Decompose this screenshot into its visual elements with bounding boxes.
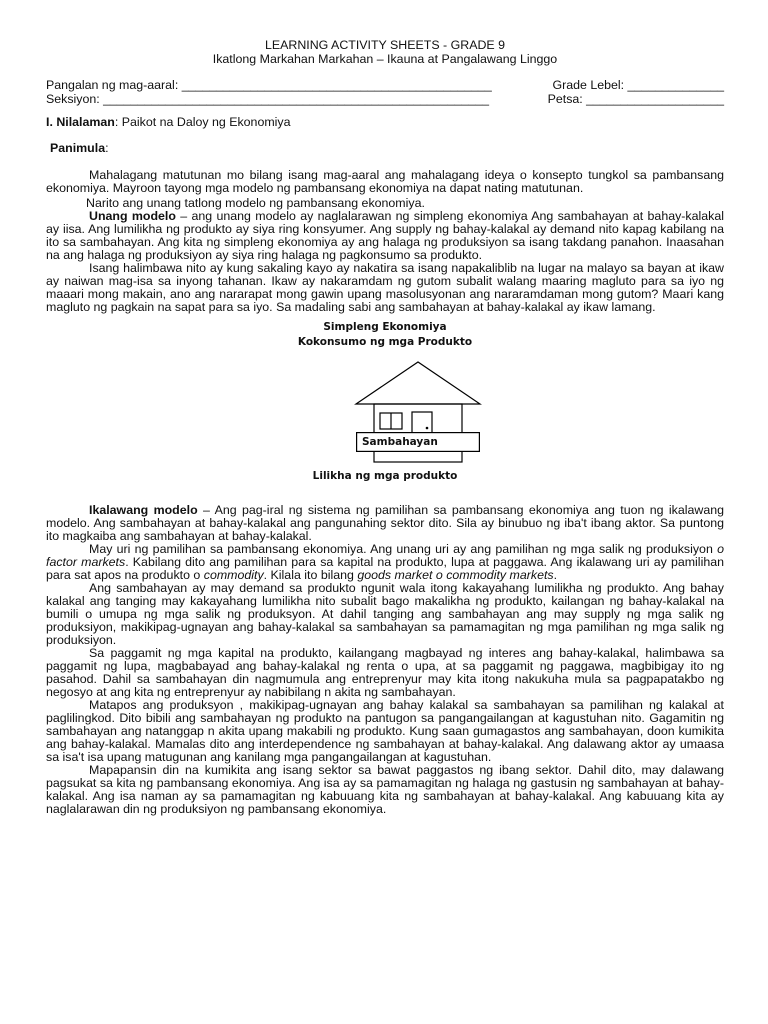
diagram-title: Simpleng Ekonomiya [323, 321, 447, 333]
paragraph-household-demand: Ang sambahayan ay may demand sa produkto ngunit wala itong kakayahang lumilikha ng produkto. Ang bahay kalakal ang tanging may kakayahang lumilikha nito subalit bago makalikha ng produkto, kailangan ng bahay-kalakal na bumili o umupa ng mga salik ng produksyon. At dahil tanging ang sambahayan ang may supply ng mga salik ng produksiyon, makikipag-ugnayan ang bahay-kalakal sa sambahayan sa pamamagitan ng mga pamilihan ng mga salik ng produksiyon. [46, 581, 724, 647]
first-model-text: – ang unang modelo ay naglalarawan ng simpleng ekonomiya Ang sambahayan at bahay-kalakal ay iisa. Ang lumilikha ng produkto ay siya ring konsyumer. Ang supply ng bahay-kalakal ay demand nito kapag kabilang na ito sa sambahayan. Ang kita ng simpleng ekonomiya ay ang halaga ng produksiyon sa isang takdang panahon. Inaasahan na ang halaga ng produksiyon ay siya ring halaga ng pagkonsumo sa produkto. [46, 209, 724, 262]
diagram-subtitle: Kokonsumo ng mga Produkto [297, 336, 473, 348]
paragraph-capital-payment: Sa paggamit ng mga kapital na produkto, kailangang magbayad ng interes ang bahay-kalakal, halimbawa sa paggamit ng lupa, magbabayad ang bahay-kalakal ng renta o upa, at sa paggamit ng paggawa, magbibigay ito ng pasahod. Dahil sa sambahayan din nagmumula ang entreprenyur may kita itong nakukuha mula sa pagpapatakbo ng negosyo at ang kita ng entreprenyur ay nabibilang n akita ng sambahayan. [46, 646, 724, 699]
panimula-colon: : [105, 141, 109, 155]
section-label: I. Nilalaman [46, 115, 115, 129]
goods-market-term: goods market o commodity markets [357, 568, 554, 582]
section-topic: : Paikot na Daloy ng Ekonomiya [114, 115, 291, 129]
panimula-heading [46, 142, 724, 155]
section-date-row [46, 92, 724, 106]
paragraph-intro: Mahalagang matutunan mo bilang isang mag-aaral ang mahalagang ideya o konsepto tungkol sa pambansang ekonomiya. Mayroon tayong mga modelo ng pambansang ekonomiya na dapat nating matutunan. [46, 168, 724, 195]
paragraph-models-intro: Narito ang unang tatlong modelo ng pambansang ekonomiya. [86, 196, 425, 210]
factor-markets-term: o factor markets [46, 542, 724, 569]
name-grade-row [46, 78, 724, 92]
simple-economy-diagram [46, 320, 724, 490]
section-field[interactable]: Seksiyon: ________________________________________________________ [46, 92, 490, 106]
commodity-term: commodity [203, 568, 264, 582]
content-heading [46, 116, 724, 129]
market-text-d: . [553, 568, 558, 582]
paragraph-second-model [46, 504, 724, 543]
worksheet-page [46, 38, 724, 816]
date-field[interactable]: Petsa: ____________________ [547, 92, 724, 106]
paragraph-income-measure: Mapapansin din na kumikita ang isang sektor sa bawat paggastos ng ibang sektor. Dahil dito, may dalawang pagsukat sa kita ng pambansang ekonomiya. Ang isa ay sa pamamagitan ng halaga ng gastusin ng sambahayan at bahay-kalakal. Ang isa naman ay sa pamamagitan ng kabuuang kita ng sambahayan at bahay-kalakal. Ang kabuuang kita ay naglalarawan din ng produksiyon ng pambansang ekonomiya. [46, 763, 724, 816]
second-model-term: Ikalawang modelo [89, 503, 198, 517]
paragraph-example: Isang halimbawa nito ay kung sakaling kayo ay nakatira sa isang napakaliblib na lugar na malayo sa bayan at ikaw ay naiwan mag-isa sa inyong tahanan. Ikaw ay nakaramdam ng gutom subalit walang maaring magluto para sa iyo ng maaari mong makain, ano ang nararapat mong gawin upang masolusyonan ang nararamdaman mong gutom? Maari kang magluto ng pagkain na sapat para sa iyo. Sa madaling sabi ang sambahayan at bahay-kalakal ay ikaw lamang. [46, 261, 724, 314]
market-text-c: . Kilala ito bilang [263, 568, 358, 582]
first-model-term: Unang modelo [89, 209, 176, 223]
market-text-a: May uri ng pamilihan sa pambansang ekonomiya. Ang unang uri ay ang pamilihan ng mga salik ng produksiyon [89, 542, 718, 556]
sambahayan-label: Sambahayan [362, 436, 438, 448]
paragraph-production: Matapos ang produksyon , makikipag-ugnayan ang bahay kalakal sa sambahayan sa pamilihan ng kalakal at paglilingkod. Dito bibili ang sambahayan ng produkto na pantugon sa pangangailangan at kagustuhan nito. Gagamitin ng sambahayan ang natanggap n akita upang makabili ng produkto. Kung saan gumagastos ang sambahayan, doon kumikita ang bahay-kalakal. Mamalas dito ang interdependence ng sambahayan at bahay-kalakal. Ang dalawang aktor ay umaasa sa isa't isa upang matugunan ang kanilang mga pangangailangan at kagustuhan. [46, 698, 724, 764]
paragraph-first-model [46, 210, 724, 262]
sambahayan-box [356, 432, 480, 452]
worksheet-title: LEARNING ACTIVITY SHEETS - GRADE 9 [264, 38, 506, 52]
paragraph-market-types [46, 543, 724, 582]
diagram-caption: Lilikha ng mga produkto [312, 470, 458, 482]
grade-level-field[interactable]: Grade Lebel: ______________ [552, 78, 724, 92]
panimula-label: Panimula [50, 141, 106, 155]
market-text-b: . Kabilang dito ang pamilihan para sa kapital na produkto, lupa at paggawa. Ang ikalawang uri ay pamilihan para sat apos na produkto o [46, 555, 724, 582]
worksheet-subtitle: Ikatlong Markahan Markahan – Ikauna at Pangalawang Linggo [212, 52, 558, 66]
second-model-text: – Ang pag-iral ng sistema ng pamilihan sa pambansang ekonomiya ang tuon ng ikalawang modelo. Ang sambahayan at bahay-kalakal ang pangunahing sektor dito. Sila ay binubuo ng iba't ibang aktor. Sa puntong ito magkaiba ang sambahayan at bahay-kalakal. [46, 503, 724, 543]
student-name-field[interactable]: Pangalan ng mag-aaral: _____________________________________________ [46, 78, 492, 92]
